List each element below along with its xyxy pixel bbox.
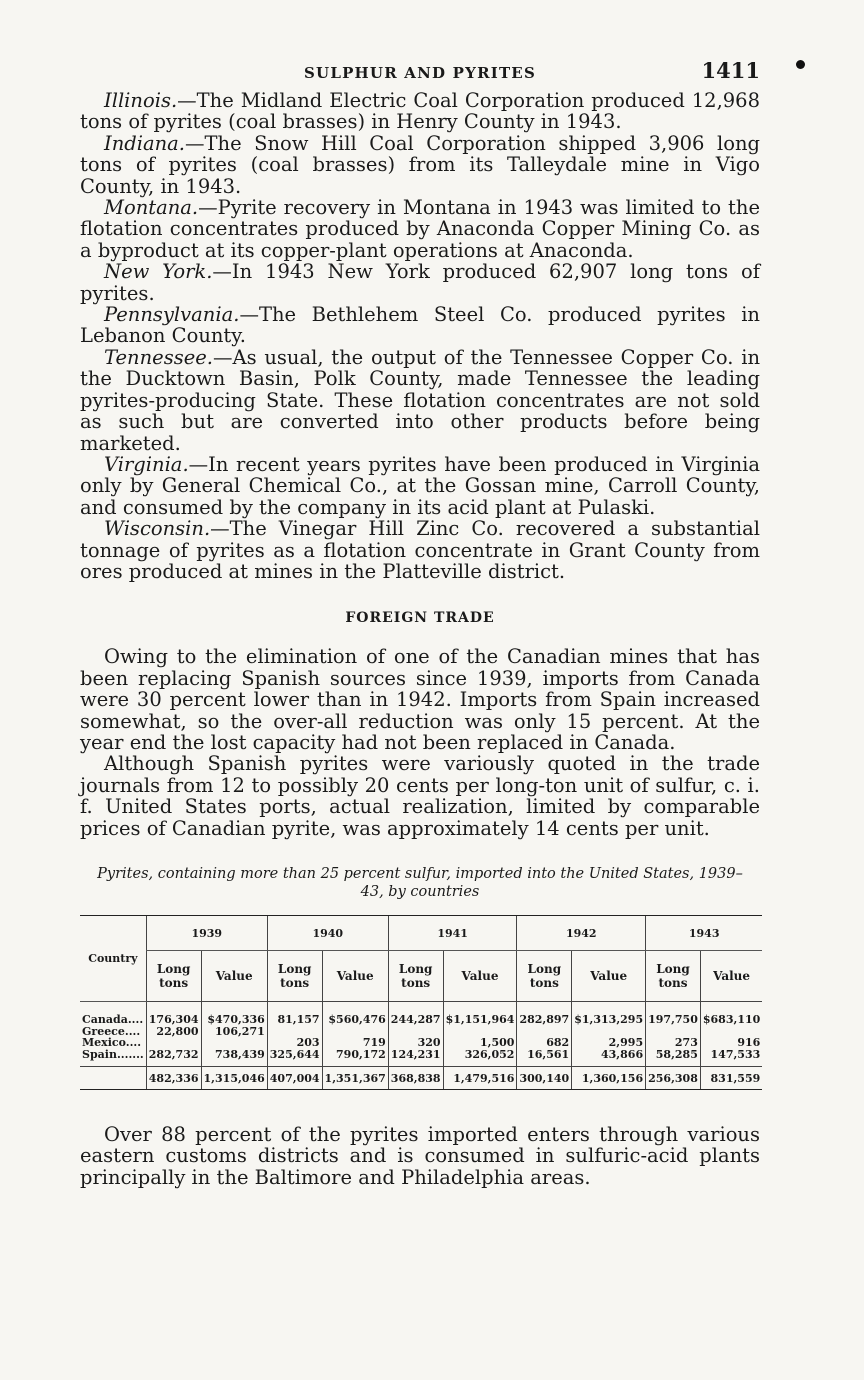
table-cell: 738,439 xyxy=(201,1049,267,1067)
year-header: 1941 xyxy=(388,916,517,951)
total-cell: 256,308 xyxy=(646,1067,701,1090)
table-row xyxy=(80,1037,762,1049)
table-cell: 106,271 xyxy=(201,1026,267,1038)
state-paragraphs xyxy=(80,90,760,582)
value-header: Value xyxy=(700,951,762,1002)
value-header: Value xyxy=(201,951,267,1002)
paragraph-tennessee xyxy=(80,347,760,454)
table-cell: 719 xyxy=(322,1037,388,1049)
dot-leader: .... xyxy=(127,1013,144,1026)
year-header-row xyxy=(80,916,762,951)
paragraph-text: —The Bethlehem Steel Co. produced pyrites in Lebanon County. xyxy=(80,303,760,348)
country-column-header: Country xyxy=(80,916,146,1002)
totals-row xyxy=(80,1067,762,1090)
paragraph-montana xyxy=(80,197,760,261)
year-header: 1940 xyxy=(267,916,388,951)
country-cell xyxy=(80,1002,146,1026)
table-cell: 203 xyxy=(267,1037,322,1049)
table-cell: $1,313,295 xyxy=(572,1002,646,1026)
table-cell: 244,287 xyxy=(388,1002,443,1026)
table-cell: 916 xyxy=(700,1037,762,1049)
foreign-trade-paragraph: Owing to the elimination of one of the Canadian mines that has been replacing Spanish sources since 1939, imports from Canada were 30 percent lower than in 1942. Imports from Spain increased somewhat, so the over-all reduction was only 15 percent. At the year end the lost capacity had not been replaced in Canada. xyxy=(80,645,760,754)
paragraph-text: —Pyrite recovery in Montana in 1943 was limited to the flotation concentrates produced by Anaconda Copper Mining Co. as a byproduct at its copper-plant operations at Anaconda. xyxy=(80,196,760,262)
paragraph-new-york xyxy=(80,261,760,304)
long-tons-header: Long tons xyxy=(146,951,201,1002)
closing-paragraph: Over 88 percent of the pyrites imported enters through various eastern customs districts and is consumed in sulfuric-acid plants principally in the Baltimore and Philadelphia areas. xyxy=(80,1123,760,1189)
year-header: 1942 xyxy=(517,916,646,951)
paragraph-text: —As usual, the output of the Tennessee Copper Co. in the Ducktown Basin, Polk County, made Tennessee the leading pyrites-producing State. These flotation concentrates are not sold as such but are converted into other products before being marketed. xyxy=(80,345,760,455)
long-tons-header: Long tons xyxy=(517,951,572,1002)
document-page xyxy=(80,58,760,1188)
paragraph-text: —The Vinegar Hill Zinc Co. recovered a substantial tonnage of pyrites as a flotation concentrate in Grant County from ores produced at mines in the Platteville district. xyxy=(80,517,760,583)
table-row xyxy=(80,1002,762,1026)
table-cell xyxy=(201,1037,267,1049)
foreign-trade-paragraph: Although Spanish pyrites were variously quoted in the trade journals from 12 to possibly 20 cents per long-ton unit of sulfur, c. i. f. United States ports, actual realization, limited by comparable prices of Canadian pyrite, was approximately 14 cents per unit. xyxy=(80,752,760,840)
total-cell: 407,004 xyxy=(267,1067,322,1090)
state-name: Indiana. xyxy=(104,131,185,155)
paragraph-text: —In recent years pyrites have been produced in Virginia only by General Chemical Co., at the Gossan mine, Carroll County, and consumed by the company in its acid plant at Pulaski. xyxy=(80,452,760,519)
imports-table xyxy=(80,915,762,1090)
table-cell: 58,285 xyxy=(646,1049,701,1067)
page-number: 1411 xyxy=(701,58,760,83)
table-cell: 325,644 xyxy=(267,1049,322,1067)
section-heading: FOREIGN TRADE xyxy=(345,610,495,627)
paragraph-text: —The Midland Electric Coal Corporation produced 12,968 tons of pyrites (coal brasses) in Henry County in 1943. xyxy=(80,89,760,134)
long-tons-header: Long tons xyxy=(267,951,322,1002)
table-cell: 326,052 xyxy=(443,1049,517,1067)
state-name: Virginia. xyxy=(104,452,189,476)
total-cell: 1,351,367 xyxy=(322,1067,388,1090)
dot-leader: ....... xyxy=(116,1047,144,1061)
table-cell: 147,533 xyxy=(700,1049,762,1067)
dot-leader: .... xyxy=(124,1024,141,1038)
table-caption: Pyrites, containing more than 25 percent sulfur, imported into the United States, 1939–43, by countries xyxy=(97,866,743,900)
state-name: Pennsylvania. xyxy=(104,303,240,327)
table-cell: $683,110 xyxy=(700,1002,762,1026)
table-cell: $470,336 xyxy=(201,1002,267,1026)
total-cell: 368,838 xyxy=(388,1067,443,1090)
table-cell: 197,750 xyxy=(646,1002,701,1026)
paragraph-indiana xyxy=(80,133,760,197)
value-header: Value xyxy=(322,951,388,1002)
table-cell: 790,172 xyxy=(322,1049,388,1067)
running-title: SULPHUR AND PYRITES xyxy=(304,64,536,82)
table-cell: 22,800 xyxy=(146,1026,201,1038)
table-cell: 124,231 xyxy=(388,1049,443,1067)
table-cell: 273 xyxy=(646,1037,701,1049)
paragraph-text: —In 1943 New York produced 62,907 long tons of pyrites. xyxy=(80,260,760,305)
paragraph-pennsylvania xyxy=(80,304,760,347)
table-cell: 43,866 xyxy=(572,1049,646,1067)
long-tons-header: Long tons xyxy=(388,951,443,1002)
total-cell: 1,360,156 xyxy=(572,1067,646,1090)
table-cell: 320 xyxy=(388,1037,443,1049)
total-cell: 300,140 xyxy=(517,1067,572,1090)
table-row xyxy=(80,1049,762,1067)
country-name: Mexico xyxy=(82,1036,126,1049)
table-cell: 282,897 xyxy=(517,1002,572,1026)
paragraph-text: —The Snow Hill Coal Corporation shipped 3,906 long tons of pyrites (coal brasses) from its Talleydale mine in Vigo County, in 1943. xyxy=(80,131,760,198)
subheader-row xyxy=(80,951,762,1002)
state-name: New York. xyxy=(104,260,213,284)
state-name: Tennessee. xyxy=(104,345,213,369)
long-tons-header: Long tons xyxy=(646,951,701,1002)
table-cell: 282,732 xyxy=(146,1049,201,1067)
year-header: 1939 xyxy=(146,916,267,951)
state-name: Illinois. xyxy=(104,89,178,112)
page-mark xyxy=(796,60,805,69)
table-cell: 16,561 xyxy=(517,1049,572,1067)
value-header: Value xyxy=(572,951,646,1002)
table-cell: 2,995 xyxy=(572,1037,646,1049)
table-cell: 682 xyxy=(517,1037,572,1049)
table-cell: $560,476 xyxy=(322,1002,388,1026)
table-cell xyxy=(146,1037,201,1049)
table-cell: 1,500 xyxy=(443,1037,517,1049)
table-cell: 81,157 xyxy=(267,1002,322,1026)
state-name: Wisconsin. xyxy=(104,517,211,541)
year-header: 1943 xyxy=(646,916,763,951)
page-header xyxy=(80,58,760,90)
totals-label-cell xyxy=(80,1067,146,1090)
total-cell: 482,336 xyxy=(146,1067,201,1090)
total-cell: 1,315,046 xyxy=(201,1067,267,1090)
state-name: Montana. xyxy=(104,196,199,220)
paragraph-wisconsin xyxy=(80,518,760,582)
country-name: Canada xyxy=(82,1013,128,1026)
table-cell: $1,151,964 xyxy=(443,1002,517,1026)
table-cell: 176,304 xyxy=(146,1002,201,1026)
value-header: Value xyxy=(443,951,517,1002)
total-cell: 831,559 xyxy=(700,1067,762,1090)
paragraph-illinois xyxy=(80,90,760,133)
total-cell: 1,479,516 xyxy=(443,1067,517,1090)
dot-leader: .... xyxy=(125,1036,142,1049)
paragraph-virginia xyxy=(80,454,760,518)
country-name: Greece xyxy=(82,1024,125,1038)
country-cell xyxy=(80,1049,146,1067)
country-name: Spain xyxy=(82,1047,117,1061)
